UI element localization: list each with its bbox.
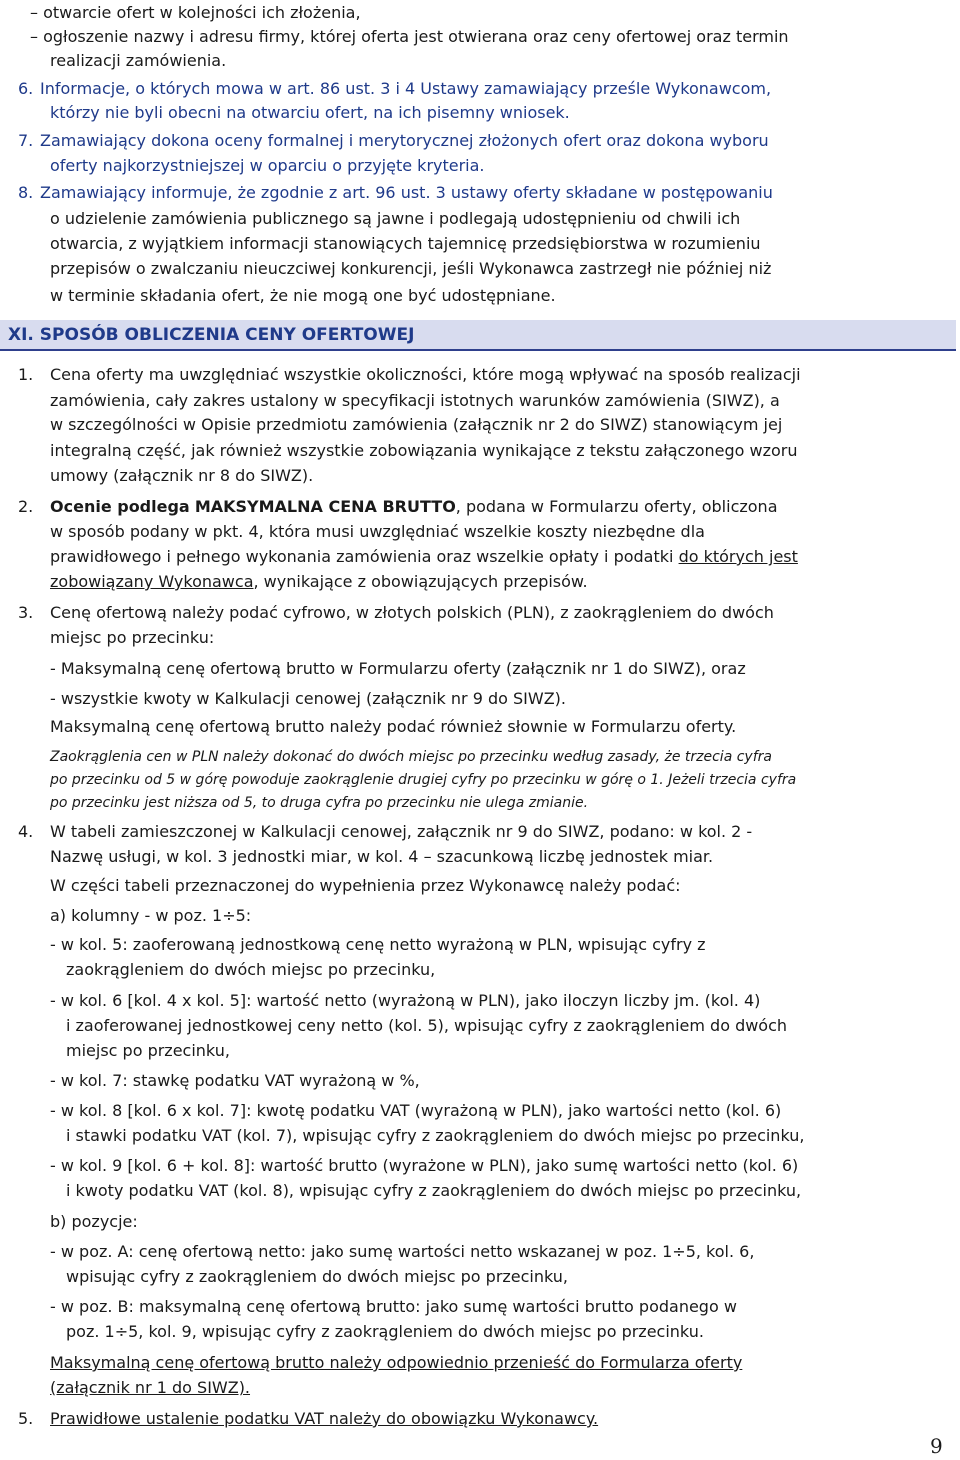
item-3-dash-2: - wszystkie kwoty w Kalkulacji cenowej (załącznik nr 9 do SIWZ). [50, 689, 566, 708]
item-2-line-4 [50, 571, 588, 593]
point-8-line-4: przepisów o zwalczaniu nieuczciwej konkurencji, jeśli Wykonawca zastrzegł nie później niż [50, 259, 772, 278]
kol-8-line-1: - w kol. 8 [kol. 6 x kol. 7]: kwotę podatku VAT (wyrażoną w PLN), jako wartości netto (kol. 6) [50, 1101, 782, 1120]
transfer-note-line-2: (załącznik nr 1 do SIWZ). [50, 1378, 251, 1397]
list-item-announcement-cont: realizacji zamówienia. [50, 51, 227, 70]
kol-8-line-2: i stawki podatku VAT (kol. 7), wpisując cyfry z zaokrągleniem do dwóch miejsc po przecinku, [66, 1126, 805, 1145]
kol-5-line-1: - w kol. 5: zaoferowaną jednostkową cenę netto wyrażoną w PLN, wpisując cyfry z [50, 935, 706, 954]
point-8-line-3: otwarcia, z wyjątkiem informacji stanowiących tajemnicę przedsiębiorstwa w rozumieniu [50, 234, 761, 253]
rounding-note-3: po przecinku jest niższa od 5, to druga cyfra po przecinku nie ulega zmianie. [50, 795, 589, 811]
item-2-line-2: w sposób podany w pkt. 4, która musi uwzględniać wszelkie koszty niezbędne dla [50, 522, 705, 541]
item-1-line-5: umowy (załącznik nr 8 do SIWZ). [50, 466, 314, 485]
item-4-line-3: W części tabeli przeznaczonej do wypełnienia przez Wykonawcę należy podać: [50, 876, 681, 895]
item-2-text: , wynikające z obowiązujących przepisów. [253, 572, 588, 591]
kol-6-line-1: - w kol. 6 [kol. 4 x kol. 5]: wartość netto (wyrażoną w PLN), jako iloczyn liczby jm. (kol. 4) [50, 991, 761, 1010]
poz-a-line-1: - w poz. A: cenę ofertową netto: jako sumę wartości netto wskazanej w poz. 1÷5, kol. 6, [50, 1242, 755, 1261]
item-1-line-3: w szczególności w Opisie przedmiotu zamówienia (załącznik nr 2 do SIWZ) stanowiącym jej [50, 415, 783, 434]
item-3-dash-1: - Maksymalną cenę ofertową brutto w Formularzu oferty (załącznik nr 1 do SIWZ), oraz [50, 659, 746, 678]
kol-5-line-2: zaokrągleniem do dwóch miejsc po przecinku, [66, 960, 436, 979]
point-number: 7. [18, 131, 34, 150]
item-3-line-1: Cenę ofertową należy podać cyfrowo, w złotych polskich (PLN), z zaokrągleniem do dwóch [50, 603, 774, 622]
item-4-sub-b: b) pozycje: [50, 1212, 138, 1231]
point-8-line-5: w terminie składania ofert, że nie mogą one być udostępniane. [50, 286, 556, 305]
point-7-line-2: oferty najkorzystniejszej w oparciu o przyjęte kryteria. [50, 156, 485, 175]
list-item-announcement: – ogłoszenie nazwy i adresu firmy, której oferta jest otwierana oraz ceny ofertowej oraz termin [30, 27, 789, 46]
kol-7-line: - w kol. 7: stawkę podatku VAT wyrażoną w %, [50, 1071, 420, 1090]
section-title: XI. SPOSÓB OBLICZENIA CENY OFERTOWEJ [8, 325, 415, 345]
item-number: 1. [18, 365, 34, 384]
rounding-note-1: Zaokrąglenia cen w PLN należy dokonać do dwóch miejsc po przecinku według zasady, że trzecia cyfra [50, 749, 772, 765]
point-6-line-1: Informacje, o których mowa w art. 86 ust. 3 i 4 Ustawy zamawiający prześle Wykonawcom, [40, 79, 772, 98]
item-3-line-5: Maksymalną cenę ofertową brutto należy podać również słownie w Formularzu oferty. [50, 717, 737, 736]
item-1-line-1: Cena oferty ma uwzględniać wszystkie okoliczności, które mogą wpływać na sposób realizacji [50, 365, 801, 384]
item-4-line-1: W tabeli zamieszczonej w Kalkulacji cenowej, załącznik nr 9 do SIWZ, podano: w kol. 2 - [50, 822, 753, 841]
emphasis-text: MAKSYMALNA CENA BRUTTO [194, 497, 456, 516]
kol-6-line-2: i zaoferowanej jednostkowej ceny netto (kol. 5), wpisując cyfry z zaokrągleniem do dwóch [66, 1016, 788, 1035]
poz-a-line-2: wpisując cyfry z zaokrągleniem do dwóch miejsc po przecinku, [66, 1267, 569, 1286]
item-2-text: , podana w Formularzu oferty, obliczona [455, 497, 778, 516]
point-number: 8. [18, 183, 34, 202]
item-3-line-2: miejsc po przecinku: [50, 628, 215, 647]
item-number: 2. [18, 497, 34, 516]
kol-9-line-1: - w kol. 9 [kol. 6 + kol. 8]: wartość brutto (wyrażone w PLN), jako sumę wartości netto (kol. 6) [50, 1156, 799, 1175]
item-number: 3. [18, 603, 34, 622]
kol-6-line-3: miejsc po przecinku, [66, 1041, 230, 1060]
poz-b-line-2: poz. 1÷5, kol. 9, wpisując cyfry z zaokrągleniem do dwóch miejsc po przecinku. [66, 1322, 704, 1341]
item-4-sub-a: a) kolumny - w poz. 1÷5: [50, 906, 252, 925]
point-number: 6. [18, 79, 34, 98]
point-8-line-1: Zamawiający informuje, że zgodnie z art. 96 ust. 3 ustawy oferty składane w postępowaniu [40, 183, 773, 202]
point-7-line-1: Zamawiający dokona oceny formalnej i merytorycznej złożonych ofert oraz dokona wyboru [40, 131, 769, 150]
kol-9-line-2: i kwoty podatku VAT (kol. 8), wpisując cyfry z zaokrągleniem do dwóch miejsc po przecinku, [66, 1181, 802, 1200]
item-1-line-4: integralną część, jak również wszystkie zobowiązania wynikające z tekstu załączonego wzoru [50, 441, 798, 460]
item-2-line-1 [50, 496, 778, 518]
poz-b-line-1: - w poz. B: maksymalną cenę ofertową brutto: jako sumę wartości brutto podanego w [50, 1297, 737, 1316]
page-number: 9 [930, 1434, 943, 1458]
item-number: 4. [18, 822, 34, 841]
emphasis-text: Ocenie podlega [50, 497, 190, 516]
rounding-note-2: po przecinku od 5 w górę powoduje zaokrąglenie drugiej cyfry po przecinku w górę o 1. Jeżeli trzecia cyfra [50, 772, 797, 788]
point-6-line-2: którzy nie byli obecni na otwarciu ofert, na ich pisemny wniosek. [50, 103, 570, 122]
item-2-text: prawidłowego i pełnego wykonania zamówienia oraz wszelkie opłaty i podatki [50, 547, 674, 566]
item-5-text: Prawidłowe ustalenie podatku VAT należy do obowiązku Wykonawcy. [50, 1409, 599, 1428]
item-1-line-2: zamówienia, cały zakres ustalony w specyfikacji istotnych warunków zamówienia (SIWZ), a [50, 391, 780, 410]
list-item-opening: – otwarcie ofert w kolejności ich złożenia, [30, 3, 361, 22]
item-number: 5. [18, 1409, 34, 1428]
item-4-line-2: Nazwę usługi, w kol. 3 jednostki miar, w kol. 4 – szacunkową liczbę jednostek miar. [50, 847, 714, 866]
item-2-line-3 [50, 546, 798, 568]
underlined-text: zobowiązany Wykonawca [50, 572, 254, 591]
underlined-text: do których jest [678, 547, 798, 566]
section-heading [0, 320, 956, 351]
transfer-note-line-1: Maksymalną cenę ofertową brutto należy odpowiednio przenieść do Formularza oferty [50, 1353, 743, 1372]
point-8-line-2: o udzielenie zamówienia publicznego są jawne i podlegają udostępnieniu od chwili ich [50, 209, 741, 228]
